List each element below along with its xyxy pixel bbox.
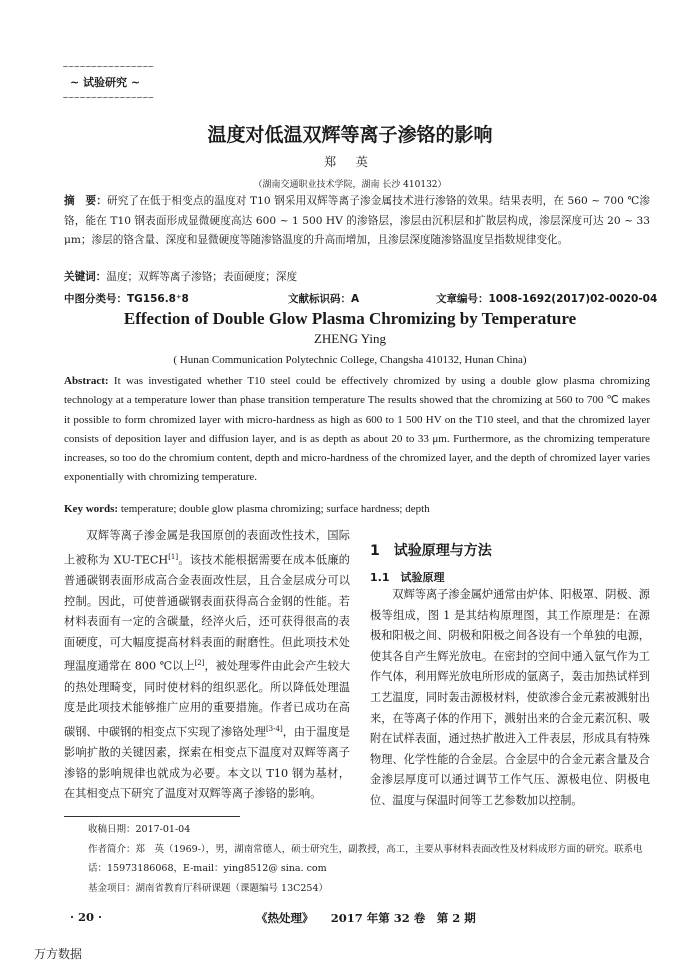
body-text: ，被处理零件由此会产生较大的热处理畸变，同时使材料的组织恶化。所以降低处理温度是此项技术能够推广应用的重要措施。作者已成功在高碳钢、中碳钢的相变点下实现了渗铬处理 [64, 660, 350, 739]
journal-info: 《热处理》 2017 年第 32 卷 第 2 期 [256, 911, 476, 925]
citation-ref: [2] [194, 659, 205, 668]
abstract-zh [64, 192, 650, 251]
abstract-en-label: Abstract: [64, 375, 109, 387]
body-text: ，由于温度是影响扩散的关键因素，探索在相变点下温度对双辉等离子渗铬的影响规律也就成为必要。本文以 T10 钢为基材，在其相变点下研究了温度对双辉等离子渗铬的影响。 [64, 725, 350, 801]
section-heading-1-1: 1.1 试验原理 [370, 571, 445, 584]
body-text: 。该技术能根据需要在成本低廉的普通碳钢表面形成高合金表面改性层，且合金层成分可以控制。因此，可使普通碳钢表面获得高合金钢的性能。若材料表面有一定的含碳量，经淬火后，还可获得很高的表面硬度，可大幅度提高材料表面的耐磨性。但此项技术处理温度通常在 800 ℃以上 [64, 553, 350, 674]
body-text: 双辉等离子渗金属是我国原创的表面改性技术，国际上被称为 XU-TECH [64, 529, 350, 567]
abstract-en-text: It was investigated whether T10 steel could be effectively chromized by using a double glow plasma chromizing technology at a temperature lower than phase transition temperature The results showed that the chromizing at 560 to 700 ℃ makes it possible to form chromized layer with micro-hardness as high as 600 to 1 500 HV on the T10 steel, and that the chromized layer consists of deposition layer and diffusion layer, and is as depth as about 20 to 33 μm. Furthermore, as the chromizing temperature increases, so too do the chromium content, depth and micro-hardness of the chromized layer, and the depth of chromized layer varies exponentially with chromizing temperature. [64, 375, 650, 484]
keywords-zh-text: 温度；双辉等离子渗铬；表面硬度；深度 [106, 271, 298, 283]
abstract-zh-label: 摘 要： [64, 195, 107, 207]
section-tag: ~ 试验研究 ~ [70, 76, 141, 89]
abstract-en [64, 372, 650, 488]
page-number: · 20 · [70, 910, 103, 924]
fund-project: 基金项目：湖南省教育厅科研课题（课题编号 13C254） [88, 883, 329, 894]
keywords-zh [64, 268, 650, 288]
watermark: 万方数据 [34, 947, 83, 961]
received-date: 收稿日期：2017-01-04 [88, 824, 191, 835]
abstract-zh-text: 研究了在低于相变点的温度对 T10 钢采用双辉等离子渗金属技术进行渗铬的效果。结果表明，在 560 ~ 700 ℃渗铬，能在 T10 钢表面形成显微硬度高达 600 ~ 1 500 HV 的渗铬层，渗层由沉积层和扩散层构成，渗层深度可达 20 ~ 33 μm；渗层的铬含量、深度和显微硬度等随渗铬温度的升高而增加，且渗层深度随渗铬温度呈指数规律变化。 [64, 195, 650, 246]
title-zh: 温度对低温双辉等离子渗铬的影响 [207, 124, 493, 146]
footnote-divider [64, 816, 240, 817]
author-zh: 郑 英 [324, 155, 376, 169]
clc-number: 中图分类号：TG156.8⁺8 [64, 293, 189, 305]
body-right-paragraph: 双辉等离子渗金属炉通常由炉体、阳极罩、阴极、源极等组成，图 1 是其结构原理图，其工作原理是：在源极和阳极之间、阴极和阳极之间各设有一个单独的电源，使其各自产生辉光放电。在密封的空间中通入氩气作为工作气体，利用辉光放电所形成的氩离子，轰击加热试样到工艺温度，同时轰击源极材料，使欲渗合金元素被溅射出来，在等离子体的作用下，溅射出来的合金元素沉积、吸附在试样表面，通过热扩散进入工件表层，形成具有特殊物理、化学性能的合金层。合金层中的合金元素含量及合金渗层厚度可以通过调节工作气压、源极电位、阴极电位、温度与保温时间等工艺参数加以控制。 [370, 588, 650, 807]
keywords-zh-label: 关键词： [64, 271, 107, 283]
author-en: ZHENG Ying [313, 331, 387, 346]
citation-ref: [1] [168, 552, 179, 561]
keywords-en [64, 500, 650, 519]
header-deco-top: ∽∽∽∽∽∽∽∽∽∽∽∽∽∽∽∽ [62, 62, 154, 71]
author-bio-text: 郑 英（1969-），男，湖南常德人，硕士研究生，副教授，高工，主要从事材料表面改性及材料成形方面的研究。联系电话：15973186068，E-mail：ying8512@ sina. com [88, 844, 643, 874]
header-deco-bottom: ∽∽∽∽∽∽∽∽∽∽∽∽∽∽∽∽ [62, 93, 154, 102]
citation-ref: [3-4] [265, 724, 283, 733]
body-left-paragraph [64, 526, 350, 805]
title-en: Effection of Double Glow Plasma Chromizing by Temperature [123, 309, 577, 328]
keywords-en-text: temperature; double glow plasma chromizing; surface hardness; depth [118, 503, 430, 515]
author-bio-label: 作者简介： [88, 844, 136, 855]
author-bio [88, 840, 650, 878]
affiliation-zh: （湖南交通职业技术学院，湖南 长沙 410132） [253, 180, 447, 190]
keywords-en-label: Key words: [64, 503, 119, 515]
affiliation-en: ( Hunan Communication Polytechnic College, Changsha 410132, Hunan China) [173, 354, 527, 366]
doc-code: 文献标识码：A [288, 293, 360, 305]
article-number: 文章编号：1008-1692(2017)02-0020-04 [436, 293, 658, 305]
section-heading-1: 1 试验原理与方法 [370, 543, 492, 559]
